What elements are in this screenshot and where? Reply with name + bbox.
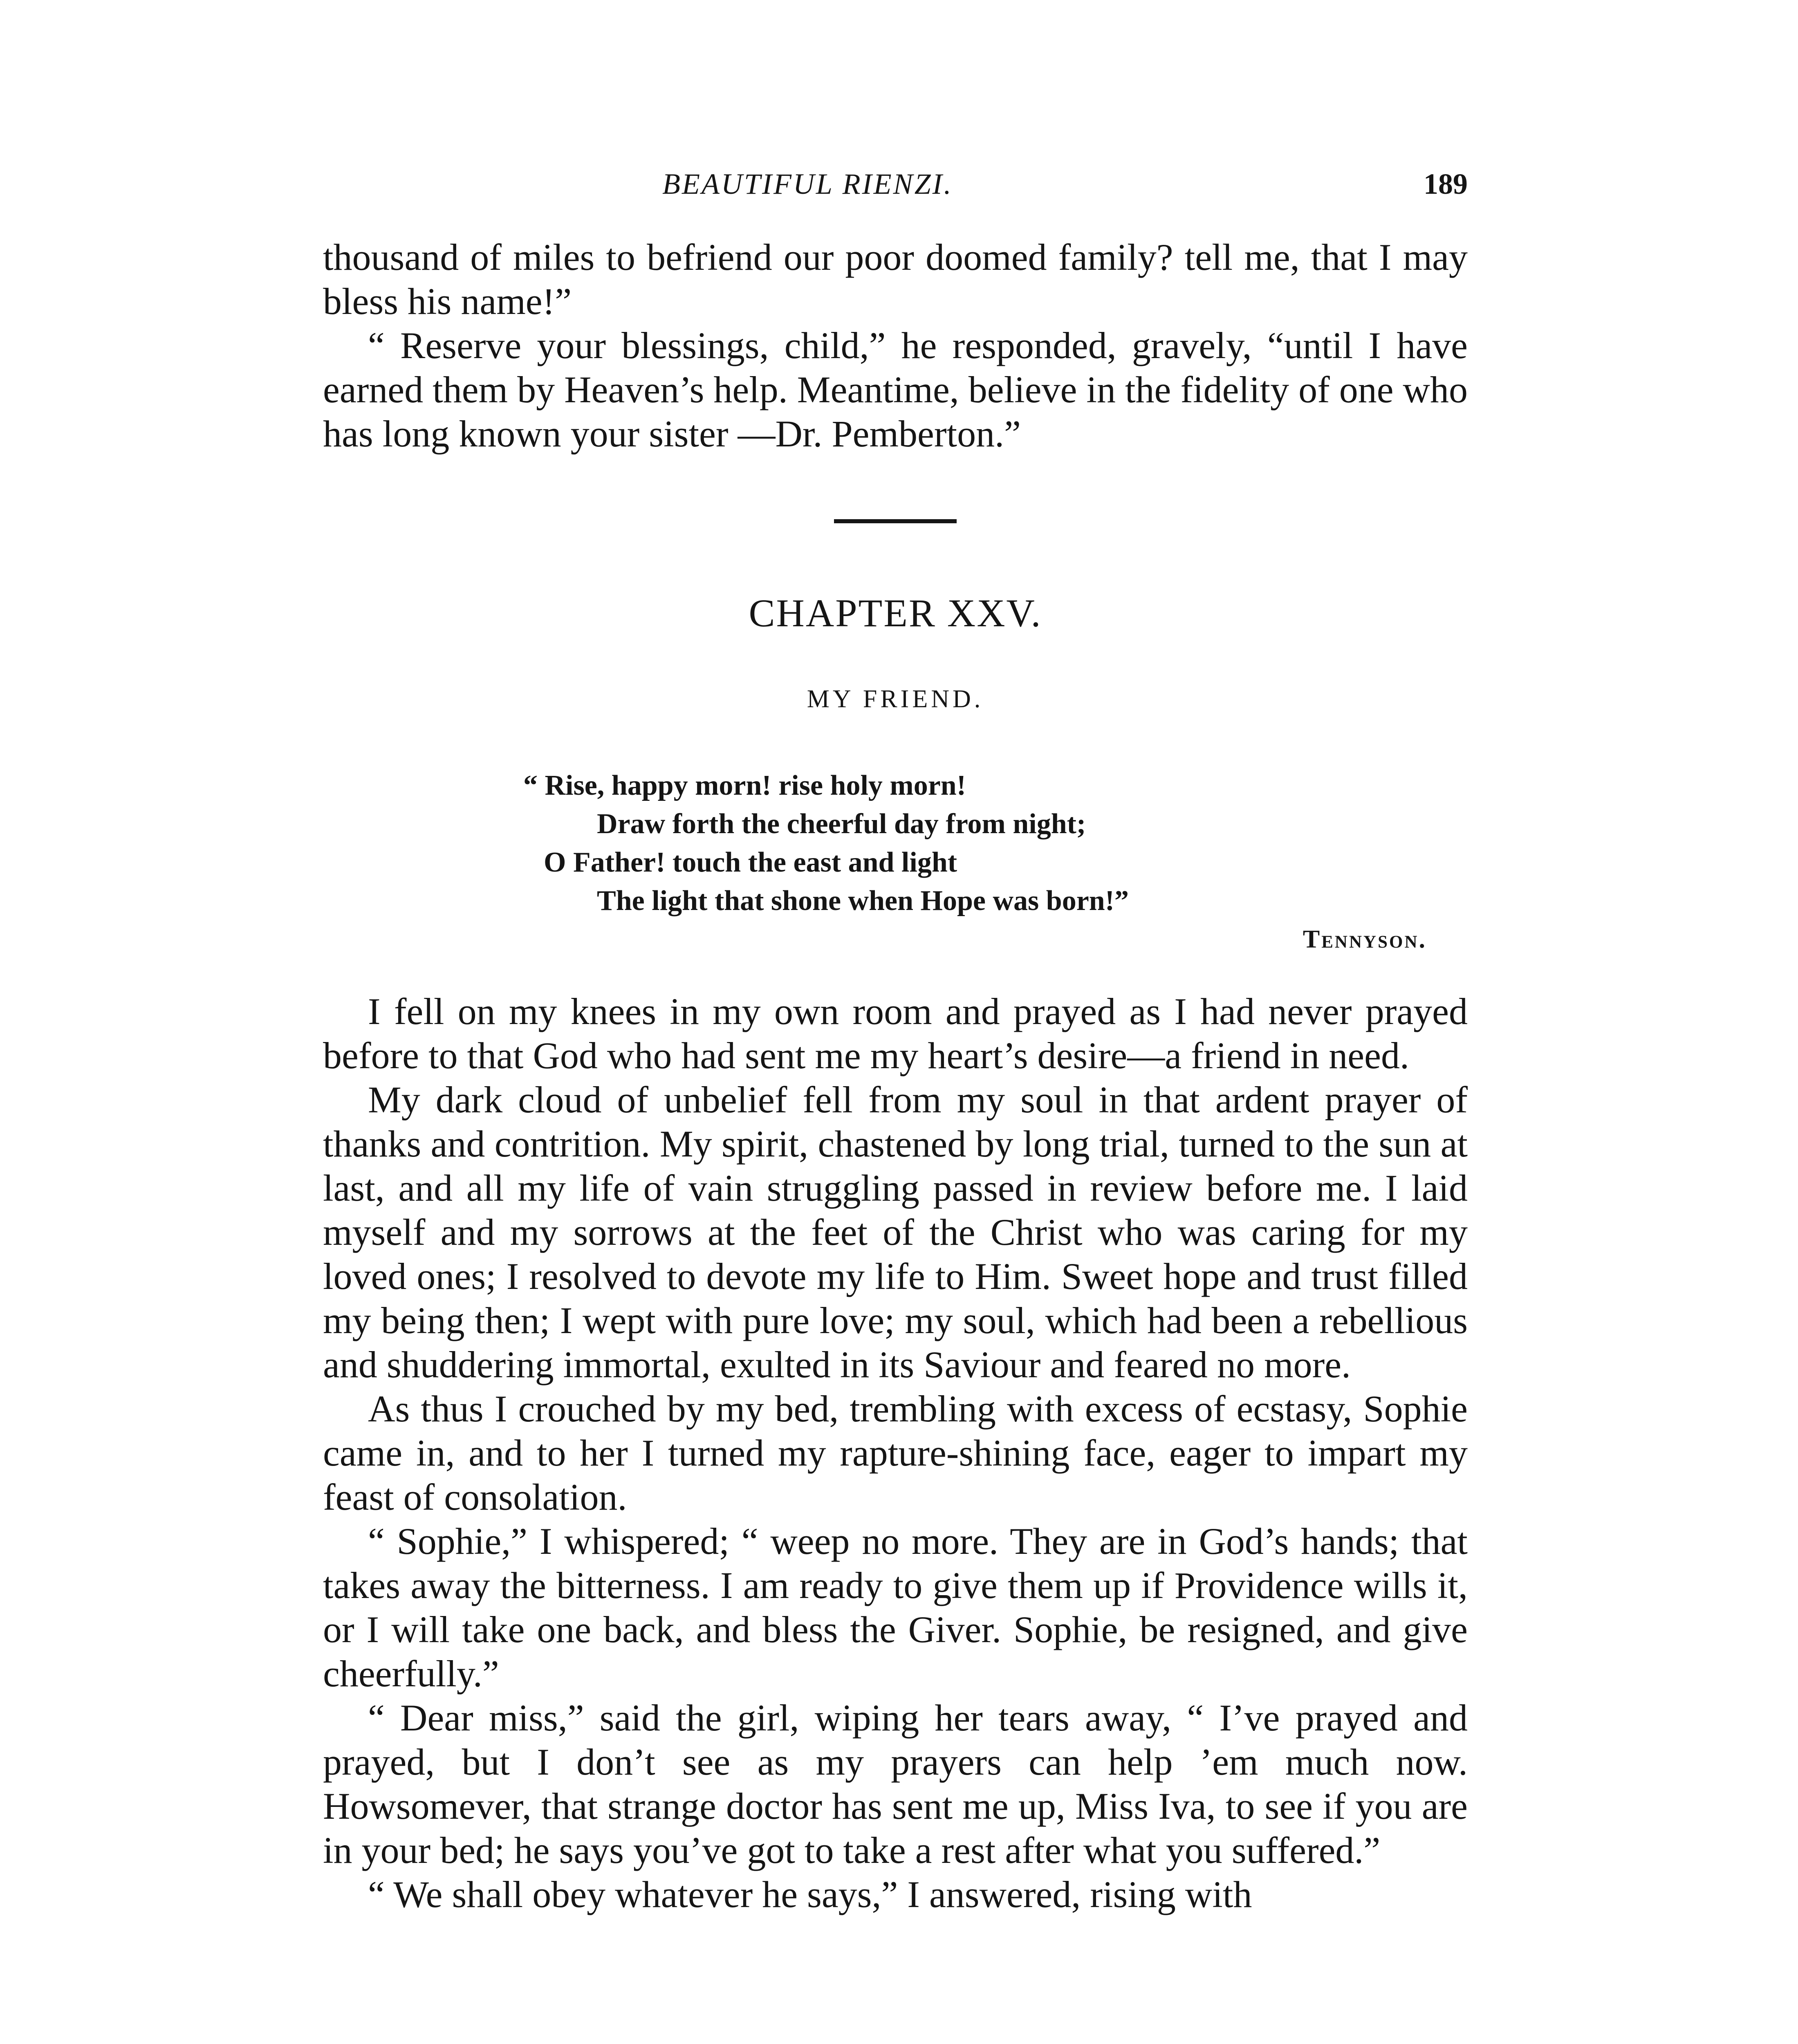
running-head xyxy=(323,161,1468,206)
epigraph-attribution: Tennyson. xyxy=(1303,926,1427,953)
chapter-body xyxy=(323,989,1468,1916)
continued-text xyxy=(323,235,1468,456)
running-title: BEAUTIFUL RIENZI. xyxy=(662,168,953,200)
paragraph: “ We shall obey whatever he says,” I answered, rising with xyxy=(368,1874,1252,1915)
paragraph: As thus I crouched by my bed, trembling with excess of ecstasy, Sophie came in, and to her I turned my rapture-shining face, eager to impart my feast of consolation. xyxy=(323,1388,1468,1518)
book-page xyxy=(323,0,1468,2044)
paragraph: “ Sophie,” I whispered; “ weep no more. They are in God’s hands; that takes away the bitterness. I am ready to give them up if Providence wills it, or I will take one back, and bless the Giver. Sophie, be resigned, and give cheerfully.” xyxy=(323,1520,1468,1694)
paragraph: I fell on my knees in my own room and prayed as I had never prayed before to that God who had sent me my heart’s desire—a friend in need. xyxy=(323,991,1468,1076)
epigraph-line: “ Rise, happy morn! rise holy morn! xyxy=(523,770,966,801)
epigraph-line: O Father! touch the east and light xyxy=(544,847,957,878)
section-divider xyxy=(834,519,957,523)
chapter-subtitle: MY FRIEND. xyxy=(807,685,984,713)
paragraph: thousand of miles to befriend our poor doomed family? tell me, that I may bless his name!” xyxy=(323,236,1468,322)
chapter-title: CHAPTER XXV. xyxy=(749,591,1042,635)
paragraph: “ Reserve your blessings, child,” he responded, gravely, “until I have earned them by Heaven’s help. Meantime, believe in the fidelity of one who has long known your sister —Dr. Pemberton.” xyxy=(323,325,1468,455)
paragraph: My dark cloud of unbelief fell from my soul in that ardent prayer of thanks and contrition. My spirit, chastened by long trial, turned to the sun at last, and all my life of vain struggling passed in review before me. I laid myself and my sorrows at the feet of the Christ who was caring for my loved ones; I resolved to devote my life to Him. Sweet hope and trust filled my being then; I wept with pure love; my soul, which had been a rebellious and shuddering immortal, exulted in its Saviour and feared no more. xyxy=(323,1079,1468,1385)
page-number: 189 xyxy=(1424,168,1468,200)
paragraph: “ Dear miss,” said the girl, wiping her tears away, “ I’ve prayed and prayed, but I don’t see as my prayers can help ’em much now. Howsomever, that strange doctor has sent me up, Miss Iva, to see if you are in your bed; he says you’ve got to take a rest after what you suffered.” xyxy=(323,1697,1468,1871)
epigraph-line: Draw forth the cheerful day from night; xyxy=(597,808,1086,840)
epigraph-line: The light that shone when Hope was born!” xyxy=(597,885,1129,917)
